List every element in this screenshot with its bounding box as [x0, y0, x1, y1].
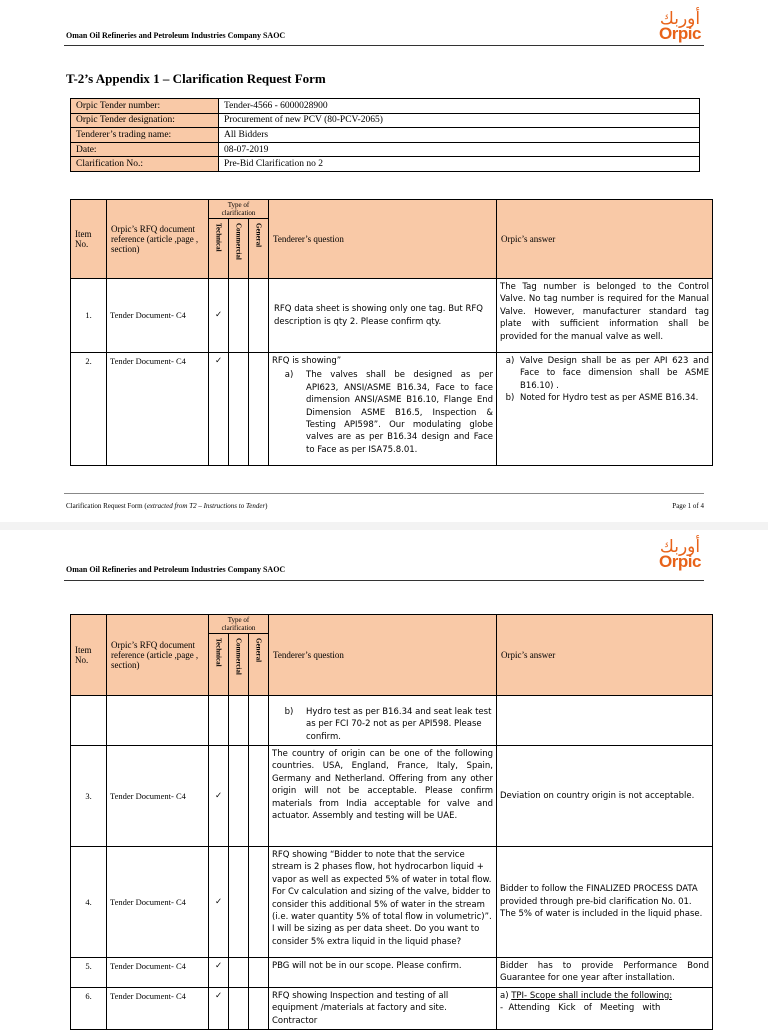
company-name: Oman Oil Refineries and Petroleum Industries Company SAOC: [66, 31, 286, 40]
orpic-answer: Bidder to follow the FINALIZED PROCESS DATA provided through pre-bid clarification No. 01. The 5% of water is included in the liquid phase.: [497, 847, 713, 958]
info-value: 08-07-2019: [219, 142, 700, 157]
general-check: [249, 958, 269, 988]
table-row: [71, 958, 713, 988]
general-check: [249, 279, 269, 353]
col-answer: Orpic’s answer: [497, 615, 713, 696]
footer-rule: [64, 493, 704, 494]
tenderer-question: The country of origin can be one of the following countries. USA, England, France, Italy, Spain, Germany and Netherland. Offering from any other origin will not be acceptable. Please confirm materials from India acceptable for valve and actuator. Assembly and testing will be UAE.: [269, 746, 497, 847]
col-general: General: [249, 219, 269, 279]
commercial-check: [229, 696, 249, 746]
col-item-no: Item No.: [71, 200, 107, 279]
answer-item-a: a) TPI- Scope shall include the following:: [500, 990, 673, 1001]
orpic-logo: [654, 537, 706, 571]
col-type-of-clarification: Type of clarification: [209, 615, 269, 634]
col-rfq-ref: Orpic’s RFQ document reference (article ,page , section): [107, 200, 209, 279]
logo-arabic: أوربك: [659, 9, 701, 29]
orpic-answer: [497, 987, 713, 1029]
orpic-answer: Deviation on country origin is not acceptable.: [497, 746, 713, 847]
question-item-b: b) Hydro test as per B16.34 and seat leak test as per FCI 70-2 not as per API598. Please confirm.: [284, 706, 492, 742]
table-row: [71, 353, 713, 466]
question-item-a: a) The valves shall be designed as per API623, ANSI/ASME B16.34, Face to face dimension ANSI/ASME B16.10, Flange End Dimension ASME B16.5, Inspection & Testing API598”. Our modulating globe valves are as per B16.34 design and Face to Face as per ISA75.8.01.: [284, 370, 493, 455]
info-row: [71, 99, 700, 114]
table-row: [71, 279, 713, 353]
info-row: [71, 157, 700, 172]
item-number: 3.: [71, 746, 107, 847]
footer-caption: Clarification Request Form (extracted from T2 – Instructions to Tender): [66, 502, 268, 510]
col-answer: Orpic’s answer: [497, 200, 713, 279]
table-row: [71, 696, 713, 746]
table-header-row: [71, 615, 713, 634]
col-commercial: Commercial: [229, 634, 249, 696]
item-number: 1.: [71, 279, 107, 353]
info-row: [71, 128, 700, 143]
tenderer-question: RFQ data sheet is showing only one tag. But RFQ description is qty 2. Please confirm qty.: [269, 279, 497, 353]
rfq-reference: Tender Document- C4: [107, 353, 209, 466]
orpic-answer: [497, 696, 713, 746]
header-rule: [64, 45, 704, 46]
orpic-answer: The Tag number is belonged to the Control Valve. No tag number is required for the Manual Valve. However, manufacturer standard tag plate with sufficient information shall be provided for the manual valve as well.: [497, 279, 713, 353]
tenderer-question: RFQ showing “Bidder to note that the service stream is 2 phases flow, hot hydrocarbon liquid + vapor as well as expected 5% of water in total flow. For Cv calculation and sizing of the valve, bidder to consider this additional 5% of water in the stream (i.e. water quantity 5% of total flow in volumetric)”. I will be sizing as per data sheet. Do you want to consider 5% extra liquid in the liquid phase?: [269, 847, 497, 958]
orpic-answer: [497, 353, 713, 466]
technical-check: [209, 696, 229, 746]
item-number: [71, 696, 107, 746]
info-value: Procurement of new PCV (80-PCV-2065): [219, 113, 700, 128]
item-number: 6.: [71, 987, 107, 1029]
info-row: [71, 142, 700, 157]
orpic-answer: Bidder has to provide Performance Bond Guarantee for one year after installation.: [497, 958, 713, 988]
page-2: [0, 530, 768, 1024]
info-label: Clarification No.:: [71, 157, 219, 172]
clarification-table-p2: [70, 614, 713, 1030]
header-rule: [64, 580, 704, 581]
col-question: Tenderer’s question: [269, 200, 497, 279]
rfq-reference: [107, 696, 209, 746]
info-value: Tender-4566 - 6000028900: [219, 99, 700, 114]
answer-item-b: b) Noted for Hydro test as per ASME B16.34.: [505, 393, 699, 404]
clarification-table-p1: [70, 199, 713, 466]
info-label: Tenderer’s trading name:: [71, 128, 219, 143]
col-commercial: Commercial: [229, 219, 249, 279]
page-gap: [0, 522, 768, 530]
technical-check: ✓: [209, 746, 229, 847]
info-value: Pre-Bid Clarification no 2: [219, 157, 700, 172]
technical-check: ✓: [209, 847, 229, 958]
info-label: Date:: [71, 142, 219, 157]
table-header-row: [71, 200, 713, 219]
tender-info-table: [70, 98, 700, 172]
table-row: [71, 987, 713, 1029]
company-name: Oman Oil Refineries and Petroleum Industries Company SAOC: [66, 565, 286, 574]
table-row: [71, 746, 713, 847]
col-technical: Technical: [209, 634, 229, 696]
technical-check: ✓: [209, 353, 229, 466]
logo-english: Orpic: [659, 24, 701, 43]
col-question: Tenderer’s question: [269, 615, 497, 696]
col-rfq-ref: Orpic’s RFQ document reference (article ,page , section): [107, 615, 209, 696]
answer-item-a: a) Valve Design shall be as per API 623 and Face to face dimension shall be ASME B16.10) .: [505, 356, 709, 391]
col-item-no: Item No.: [71, 615, 107, 696]
general-check: [249, 696, 269, 746]
general-check: [249, 353, 269, 466]
rfq-reference: Tender Document- C4: [107, 847, 209, 958]
logo-english: Orpic: [659, 552, 701, 571]
technical-check: ✓: [209, 279, 229, 353]
commercial-check: [229, 987, 249, 1029]
col-general: General: [249, 634, 269, 696]
rfq-reference: Tender Document- C4: [107, 279, 209, 353]
general-check: [249, 987, 269, 1029]
technical-check: ✓: [209, 987, 229, 1029]
form-title: T-2’s Appendix 1 – Clarification Request Form: [66, 71, 326, 86]
general-check: [249, 847, 269, 958]
item-number: 2.: [71, 353, 107, 466]
rfq-reference: Tender Document- C4: [107, 987, 209, 1029]
commercial-check: [229, 353, 249, 466]
table-row: [71, 847, 713, 958]
info-label: Orpic Tender designation:: [71, 113, 219, 128]
answer-line: - Attending Kick of Meeting with: [500, 1003, 661, 1014]
commercial-check: [229, 847, 249, 958]
commercial-check: [229, 746, 249, 847]
item-number: 5.: [71, 958, 107, 988]
orpic-logo: [654, 9, 706, 43]
logo-arabic: أوربك: [659, 537, 701, 557]
page-number: Page 1 of 4: [672, 502, 704, 510]
general-check: [249, 746, 269, 847]
question-intro: RFQ is showing”: [272, 356, 342, 366]
item-number: 4.: [71, 847, 107, 958]
tenderer-question: [269, 696, 497, 746]
tenderer-question: PBG will not be in our scope. Please confirm.: [269, 958, 497, 988]
col-type-of-clarification: Type of clarification: [209, 200, 269, 219]
commercial-check: [229, 958, 249, 988]
tenderer-question: RFQ showing Inspection and testing of all equipment /materials at factory and site. Contractor: [269, 987, 497, 1029]
tenderer-question: [269, 353, 497, 466]
info-row: [71, 113, 700, 128]
commercial-check: [229, 279, 249, 353]
rfq-reference: Tender Document- C4: [107, 746, 209, 847]
col-technical: Technical: [209, 219, 229, 279]
technical-check: ✓: [209, 958, 229, 988]
info-value: All Bidders: [219, 128, 700, 143]
rfq-reference: Tender Document- C4: [107, 958, 209, 988]
info-label: Orpic Tender number:: [71, 99, 219, 114]
